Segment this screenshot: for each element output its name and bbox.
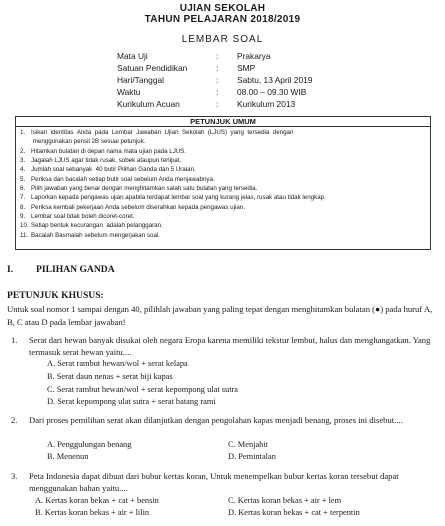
info-value: Kurikulum 2013 bbox=[237, 99, 296, 109]
question-number: 1. bbox=[11, 335, 18, 345]
instruction-number: 7. bbox=[20, 194, 26, 202]
question-text: Dari proses pemilihan serat akan dilanjutkan dengan pengolahan kapas menjadi benang, proses ini disebut.... bbox=[29, 415, 403, 425]
question-text: Peta Indonesia dapat dibuat dari bubur kertas koran, Untuk menempelkan bubur kertas koran tersebut dapat menggunakan bahan yaitu.... bbox=[29, 471, 399, 493]
instruction-number: 1. bbox=[20, 129, 26, 136]
special-instructions-heading: PETUNJUK KHUSUS: bbox=[7, 290, 104, 301]
option-b: B. Menenun bbox=[47, 452, 89, 461]
info-value: Sabtu, 13 April 2019 bbox=[237, 75, 313, 85]
instruction-text: Jumlah soal sebanyak 40 butir Pilihan Ganda dan 5 Uraian. bbox=[31, 166, 196, 174]
info-separator: : bbox=[216, 87, 219, 97]
instruction-item bbox=[20, 128, 427, 147]
instruction-number: 5. bbox=[20, 175, 26, 183]
option-b: B. Kertas koran bekas + air + lilin bbox=[35, 508, 150, 517]
instruction-number: 9. bbox=[20, 213, 26, 221]
question-number: 2. bbox=[11, 415, 18, 425]
instruction-item bbox=[20, 165, 427, 174]
info-label: Hari/Tanggal bbox=[117, 75, 165, 85]
info-value: SMP bbox=[237, 63, 256, 73]
info-label: Satuan Pendidikan bbox=[117, 63, 188, 73]
instruction-text: Periksa dan bacalah setiap butir soal sebelum Anda menjawabnya. bbox=[31, 175, 215, 183]
exam-title: UJIAN SEKOLAH bbox=[179, 3, 266, 14]
option-a: A. Kertas koran bekas + cat + bensin bbox=[35, 496, 159, 505]
instruction-number: 6. bbox=[20, 185, 26, 193]
info-separator: : bbox=[216, 99, 219, 109]
instruction-item bbox=[20, 156, 427, 165]
option-c: C. Kertas koran bekas + air + lem bbox=[228, 496, 342, 505]
instruction-item bbox=[20, 212, 427, 221]
general-instructions-heading: PETUNJUK UMUM bbox=[16, 117, 430, 127]
instruction-text: Lembar soal tidak boleh dicoret-coret. bbox=[31, 213, 135, 221]
instruction-item bbox=[20, 184, 427, 193]
question-number: 3. bbox=[11, 471, 18, 481]
instruction-item bbox=[20, 147, 427, 156]
general-instructions-list bbox=[16, 127, 430, 240]
general-instructions-box bbox=[15, 116, 431, 250]
info-separator: : bbox=[216, 75, 219, 85]
instruction-item bbox=[20, 203, 427, 212]
instruction-item bbox=[20, 221, 427, 230]
section-title: PILIHAN GANDA bbox=[36, 264, 115, 275]
instruction-text: Jagalah LJUS agar tidak rusak, sobek ataupun terlipat. bbox=[31, 157, 182, 165]
instruction-text: Pilih jawaban yang benar dengan menghitamkan salah satu bulatan yang tersedia. bbox=[31, 185, 258, 193]
info-label: Mata Uji bbox=[117, 51, 148, 61]
section-number: I. bbox=[7, 264, 14, 275]
instruction-text: Setiap bentuk kecurangan adalah pelanggaran. bbox=[31, 222, 163, 230]
option-a: A. Penggulungan benang bbox=[47, 440, 132, 449]
info-value: Prakarya bbox=[237, 51, 271, 61]
academic-year: TAHUN PELAJARAN 2018/2019 bbox=[144, 14, 301, 25]
info-value: 08.00 – 09.30 WIB bbox=[237, 87, 307, 97]
question-text: Serat dari hewan banyak disukai oleh negara Eropa karena memiliki tekstur lembut, halus dan menghangatkan. Yang termasuk serat hewan yaitu.... bbox=[29, 335, 431, 357]
instruction-number: 3. bbox=[20, 157, 26, 165]
option-d: D. Serat kepompong ulat sutra + serat batang rami bbox=[47, 397, 216, 406]
instruction-number: 11. bbox=[20, 231, 29, 239]
info-label: Waktu bbox=[117, 87, 141, 97]
option-a: A. Serat rambut hewan/wol + serat kelapa bbox=[47, 359, 188, 368]
instruction-text: Hitamkan bulatan di depan nama mata ujian pada LJUS. bbox=[31, 147, 187, 155]
special-instructions-text: Untuk soal nomor 1 sampai dengan 40, pilihlah jawaban yang paling tepat dengan menghitamkan bulatan (●) pada huruf A, B, C atau D pada lembar jawaban! bbox=[7, 304, 433, 327]
instruction-text: Bacalah Basmalah sebelum mengerjakan soal. bbox=[31, 231, 160, 239]
info-separator: : bbox=[216, 51, 219, 61]
instruction-text: Periksa kembali pekerjaan Anda sebelum diserahkan kepada pengawas ujian. bbox=[31, 203, 245, 211]
instruction-text: Isikan identitas Anda pada Lembar Jawaban Ujian Sekolah (LJUS) yang tersedia dengan menggunakan pensil 2B sesuai petunjuk. bbox=[31, 129, 294, 146]
instruction-number: 4. bbox=[20, 166, 26, 174]
instruction-number: 8. bbox=[20, 203, 26, 211]
option-c: C. Serat rambut hewan/wol + serat kepompong ulat sutra bbox=[47, 385, 239, 394]
option-d: D. Pemintalan bbox=[228, 452, 276, 461]
instruction-number: 2. bbox=[20, 147, 26, 155]
instruction-text: Laporkan kepada pengawas ujian apabila terdapat lembar soal yang kurang jelas, rusak atau tidak lengkap. bbox=[31, 194, 326, 202]
option-d: D. Kertas koran bekas + cat + terpentin bbox=[228, 508, 360, 517]
sheet-title: LEMBAR SOAL bbox=[181, 34, 264, 45]
instruction-item bbox=[20, 175, 427, 184]
instruction-item bbox=[20, 193, 427, 202]
option-b: B. Serat daun nenas + serat biji kapas bbox=[47, 372, 173, 381]
info-label: Kurikulum Acuan bbox=[117, 99, 180, 109]
instruction-item bbox=[20, 231, 427, 240]
option-c: C. Menjahit bbox=[228, 440, 269, 449]
info-separator: : bbox=[216, 63, 219, 73]
instruction-number: 10. bbox=[20, 222, 29, 230]
